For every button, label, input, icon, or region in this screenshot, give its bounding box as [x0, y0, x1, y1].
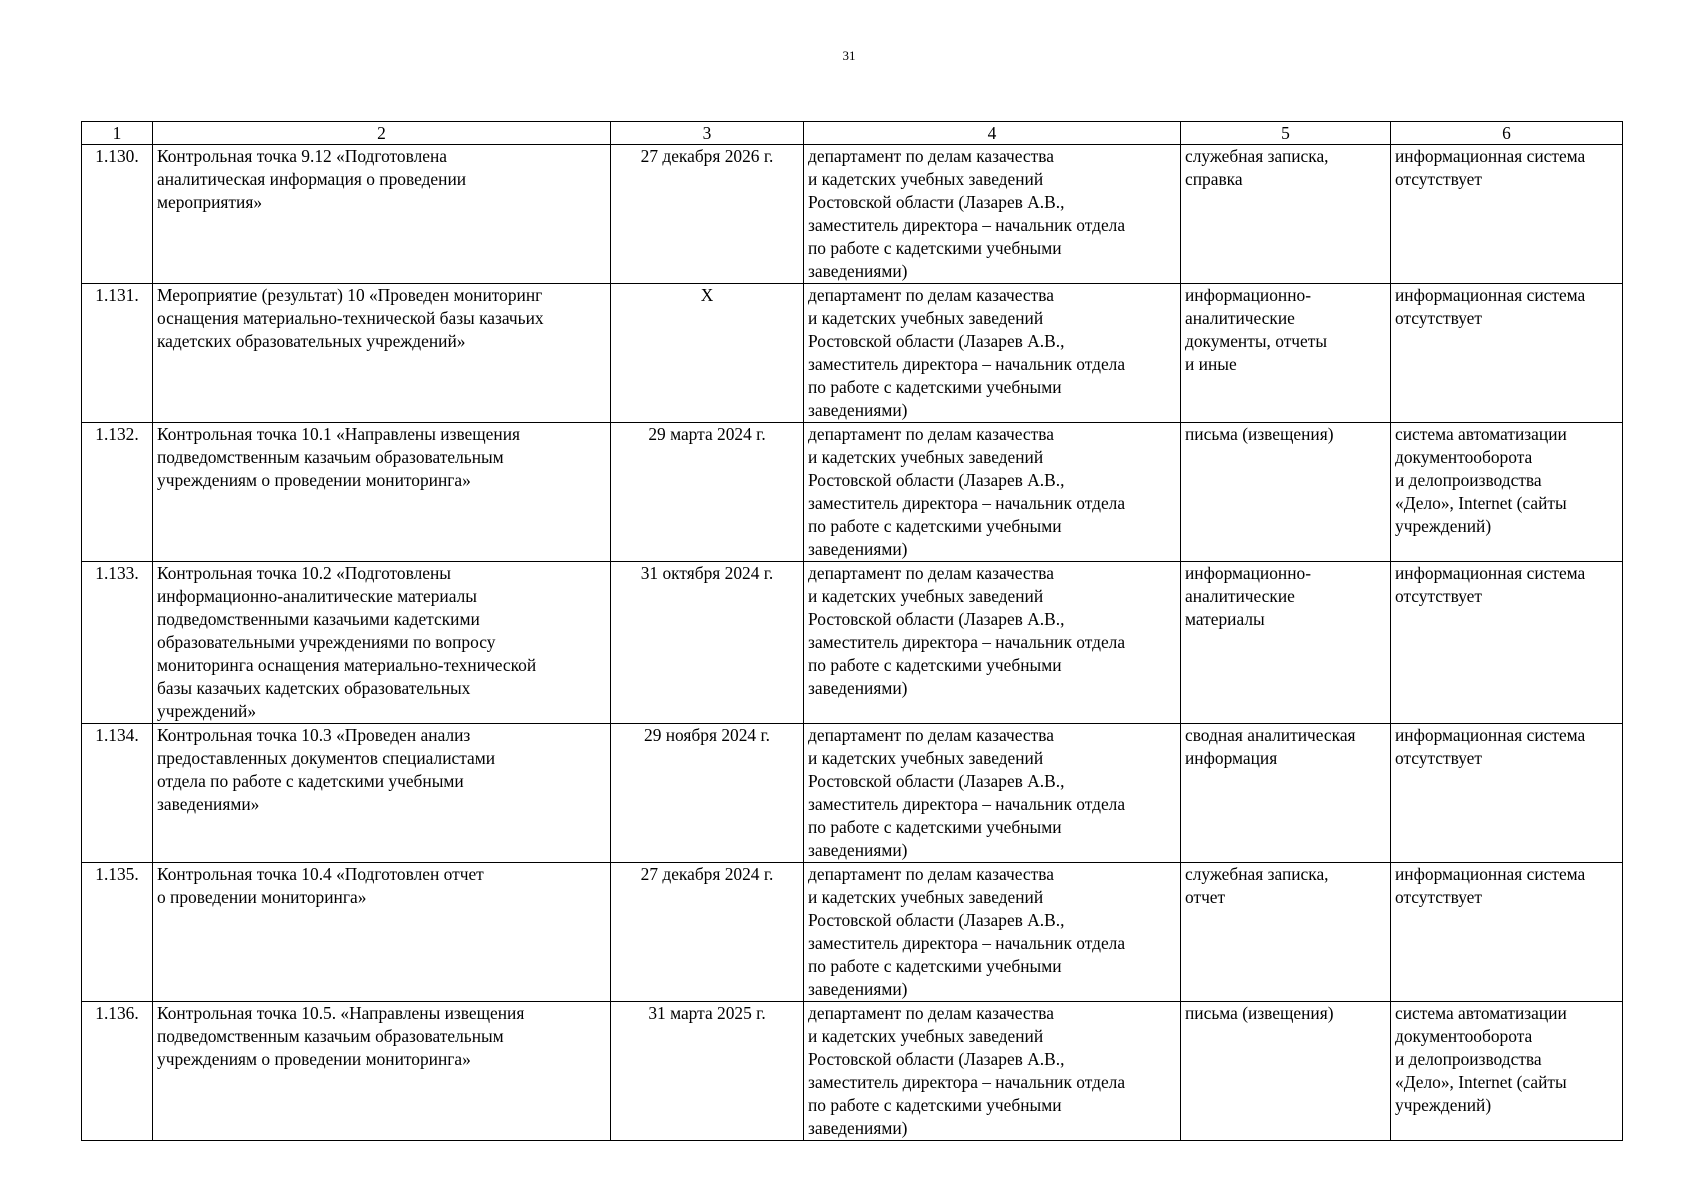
row-number: 1.132. — [82, 423, 153, 562]
responsible-party: департамент по делам казачества и кадетских учебных заведений Ростовской области (Лазарев А.В., заместитель директора – начальник отдела по работе с кадетскими учебными заведениями) — [804, 145, 1181, 284]
event-name: Контрольная точка 9.12 «Подготовлена аналитическая информация о проведении мероприятия» — [153, 145, 611, 284]
table-row — [82, 562, 1623, 724]
responsible-party: департамент по делам казачества и кадетских учебных заведений Ростовской области (Лазарев А.В., заместитель директора – начальник отдела по работе с кадетскими учебными заведениями) — [804, 863, 1181, 1002]
information-system: информационная система отсутствует — [1391, 284, 1623, 423]
row-number: 1.136. — [82, 1002, 153, 1141]
event-name: Контрольная точка 10.1 «Направлены извещения подведомственным казачьим образовательным учреждениям о проведении мониторинга» — [153, 423, 611, 562]
column-header-4: 4 — [804, 122, 1181, 145]
table-row — [82, 423, 1623, 562]
table-row — [82, 284, 1623, 423]
header-row — [82, 122, 1623, 145]
document-type: информационно- аналитические документы, отчеты и иные — [1181, 284, 1391, 423]
responsible-party: департамент по делам казачества и кадетских учебных заведений Ростовской области (Лазарев А.В., заместитель директора – начальник отдела по работе с кадетскими учебными заведениями) — [804, 562, 1181, 724]
information-system: информационная система отсутствует — [1391, 724, 1623, 863]
row-number: 1.131. — [82, 284, 153, 423]
deadline-date: 29 марта 2024 г. — [611, 423, 804, 562]
row-number: 1.134. — [82, 724, 153, 863]
document-type: информационно- аналитические материалы — [1181, 562, 1391, 724]
table-row — [82, 724, 1623, 863]
column-header-5: 5 — [1181, 122, 1391, 145]
information-system: информационная система отсутствует — [1391, 863, 1623, 1002]
column-header-3: 3 — [611, 122, 804, 145]
deadline-date: X — [611, 284, 804, 423]
information-system: система автоматизации документооборота и делопроизводства «Дело», Internet (сайты учреждений) — [1391, 423, 1623, 562]
event-name: Контрольная точка 10.3 «Проведен анализ предоставленных документов специалистами отдела по работе с кадетскими учебными заведениями» — [153, 724, 611, 863]
column-header-1: 1 — [82, 122, 153, 145]
document-type: служебная записка, отчет — [1181, 863, 1391, 1002]
event-name: Мероприятие (результат) 10 «Проведен мониторинг оснащения материально-технической базы казачьих кадетских образовательных учреждений» — [153, 284, 611, 423]
information-system: информационная система отсутствует — [1391, 562, 1623, 724]
deadline-date: 29 ноября 2024 г. — [611, 724, 804, 863]
deadline-date: 27 декабря 2026 г. — [611, 145, 804, 284]
table-row — [82, 863, 1623, 1002]
responsible-party: департамент по делам казачества и кадетских учебных заведений Ростовской области (Лазарев А.В., заместитель директора – начальник отдела по работе с кадетскими учебными заведениями) — [804, 423, 1181, 562]
table-row — [82, 1002, 1623, 1141]
document-type: служебная записка, справка — [1181, 145, 1391, 284]
document-type: сводная аналитическая информация — [1181, 724, 1391, 863]
deadline-date: 27 декабря 2024 г. — [611, 863, 804, 1002]
deadline-date: 31 октября 2024 г. — [611, 562, 804, 724]
row-number: 1.135. — [82, 863, 153, 1002]
deadline-date: 31 марта 2025 г. — [611, 1002, 804, 1141]
row-number: 1.130. — [82, 145, 153, 284]
plan-table — [81, 121, 1623, 1141]
information-system: система автоматизации документооборота и делопроизводства «Дело», Internet (сайты учреждений) — [1391, 1002, 1623, 1141]
event-name: Контрольная точка 10.4 «Подготовлен отчет о проведении мониторинга» — [153, 863, 611, 1002]
document-type: письма (извещения) — [1181, 423, 1391, 562]
page-number: 31 — [842, 48, 856, 63]
event-name: Контрольная точка 10.5. «Направлены извещения подведомственным казачьим образовательным учреждениям о проведении мониторинга» — [153, 1002, 611, 1141]
information-system: информационная система отсутствует — [1391, 145, 1623, 284]
row-number: 1.133. — [82, 562, 153, 724]
column-header-6: 6 — [1391, 122, 1623, 145]
column-header-2: 2 — [153, 122, 611, 145]
table-row — [82, 145, 1623, 284]
event-name: Контрольная точка 10.2 «Подготовлены информационно-аналитические материалы подведомственными казачьими кадетскими образовательными учреждениями по вопросу мониторинга оснащения материально-технической базы казачьих кадетских образовательных учреждений» — [153, 562, 611, 724]
responsible-party: департамент по делам казачества и кадетских учебных заведений Ростовской области (Лазарев А.В., заместитель директора – начальник отдела по работе с кадетскими учебными заведениями) — [804, 1002, 1181, 1141]
responsible-party: департамент по делам казачества и кадетских учебных заведений Ростовской области (Лазарев А.В., заместитель директора – начальник отдела по работе с кадетскими учебными заведениями) — [804, 724, 1181, 863]
document-type: письма (извещения) — [1181, 1002, 1391, 1141]
responsible-party: департамент по делам казачества и кадетских учебных заведений Ростовской области (Лазарев А.В., заместитель директора – начальник отдела по работе с кадетскими учебными заведениями) — [804, 284, 1181, 423]
